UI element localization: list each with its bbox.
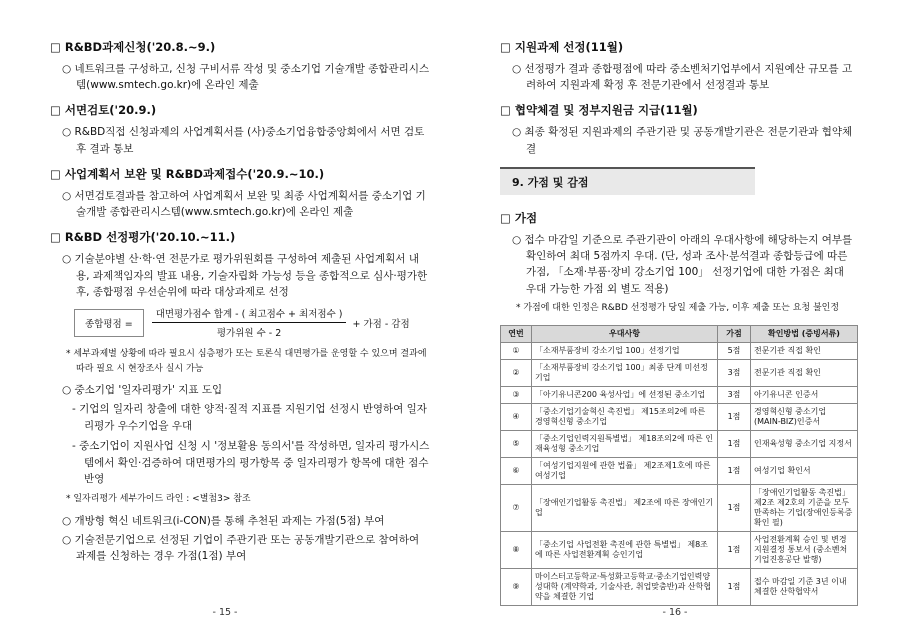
cell-verify: 접수 마감일 기준 3년 이내 체결한 산학협약서 (751, 569, 858, 606)
cell-verify: 「장애인기업활동 촉진법」 제2조 제2호의 기준을 모두 만족하는 기업(장애인등록증 확인 필) (751, 485, 858, 532)
note-evaluation: * 세부과제별 상황에 따라 필요시 심층평가 또는 토론식 대면평가를 운영할 수 있으며 결과에 따라 필요 시 현장조사 실시 가능 (66, 349, 427, 374)
bullet-job-evaluation: ○ 중소기업 '일자리평가' 지표 도입 (62, 383, 223, 396)
cell-verify: 전문기관 직접 확인 (751, 343, 858, 360)
table-row (501, 532, 858, 569)
cell-points: 3점 (718, 387, 751, 404)
cell-preference: 「여성기업지원에 관한 법률」 제2조제1호에 따른 여성기업 (532, 458, 718, 485)
formula-tail: + 가점 - 감점 (352, 318, 410, 330)
page-number: - 16 - (662, 607, 688, 618)
bullet-icon-bonus: ○ 개방형 혁신 네트워크(i-CON)를 통해 추천된 과제는 가점(5점) 부여 (62, 514, 385, 527)
bullet-selection: ○ 선정평가 결과 종합평점에 따라 중소벤처기업부에서 지원예산 규모를 고려하여 지원과제 확정 후 전문기관에서 선정결과 통보 (512, 62, 853, 92)
section-supplement (50, 167, 430, 220)
score-formula (74, 306, 430, 339)
cell-preference: 「소재부품장비 강소기업 100」선정기업 (532, 343, 718, 360)
note-job-guide: * 일자리평가 세부가이드 라인 : <별첨3> 참조 (66, 494, 251, 505)
cell-preference: 「장애인기업활동 촉진법」 제2조에 따른 장애인기업 (532, 485, 718, 532)
cell-no: ① (501, 343, 532, 360)
section-apply (50, 40, 430, 93)
cell-points: 3점 (718, 360, 751, 387)
cell-no: ⑥ (501, 458, 532, 485)
formula-fraction (152, 306, 347, 339)
cell-preference: 「중소기업기술혁신 촉진법」 제15조의2에 따른 경영혁신형 중소기업 (532, 404, 718, 431)
table-row (501, 387, 858, 404)
section-evaluation (50, 230, 430, 564)
cell-no: ⑧ (501, 532, 532, 569)
cell-no: ⑦ (501, 485, 532, 532)
cell-preference: 「아기유니콘200 육성사업」에 선정된 중소기업 (532, 387, 718, 404)
heading-apply: □ R&BD과제신청('20.8.~9.) (50, 40, 216, 54)
cell-verify: 아기유니콘 인증서 (751, 387, 858, 404)
heading-agreement: □ 협약체결 및 정부지원금 지급(11월) (500, 103, 698, 118)
col-header-no: 연번 (501, 326, 532, 343)
table-row (501, 404, 858, 431)
bullet-review: ○ R&BD직접 신청과제의 사업계획서를 (사)중소기업융합중앙회에서 서면 검토 후 결과 통보 (62, 126, 425, 155)
cell-preference: 「소재부품장비 강소기업 100」최종 단계 미선정기업 (532, 360, 718, 387)
cell-no: ③ (501, 387, 532, 404)
cell-points: 1점 (718, 569, 751, 606)
section-title-bonus-penalty: 9. 가점 및 감점 (500, 167, 755, 195)
table-row (501, 343, 858, 360)
table-row (501, 485, 858, 532)
table-row (501, 569, 858, 606)
table-row (501, 458, 858, 485)
cell-preference: 마이스터고등학교·특성화고등학교·중소기업인력양성대학 (계약학과, 기술사관, 취업맞춤반)과 산학협약을 체결한 기업 (532, 569, 718, 606)
dash-job-2: - 중소기업이 지원사업 신청 시 '정보활용 동의서'를 작성하면, 일자리 평가시스템에서 확인·검증하여 대면평가의 평가항목 중 일자리평가 항목에 대한 점수 반영 (72, 439, 430, 486)
table-row (501, 431, 858, 458)
section-bonus (500, 211, 855, 315)
cell-verify: 사업전환계획 승인 및 변경 지원결정 통보서 (중소벤처기업진흥공단 발행) (751, 532, 858, 569)
cell-points: 1점 (718, 458, 751, 485)
section-review (50, 103, 430, 156)
cell-points: 1점 (718, 431, 751, 458)
bullet-apply: ○ 네트워크를 구성하고, 신청 구비서류 작성 및 중소기업 기술개발 종합관리시스템(www.smtech.go.kr)에 온라인 제출 (62, 62, 430, 92)
cell-points: 1점 (718, 404, 751, 431)
note-bonus: * 가점에 대한 인정은 R&BD 선정평가 당일 제출 가능, 이후 제출 또는 요청 불인정 (516, 302, 840, 313)
bullet-tech-bonus: ○ 기술전문기업으로 선정된 기업이 주관기관 또는 공동개발기관으로 참여하여 과제를 신청하는 경우 가점(1점) 부여 (62, 533, 420, 563)
heading-bonus: □ 가점 (500, 210, 538, 225)
formula-label: 종합평점 = (74, 309, 144, 337)
heading-selection: □ 지원과제 선정(11월) (500, 40, 624, 54)
cell-no: ⑤ (501, 431, 532, 458)
page-16 (450, 0, 900, 636)
cell-points: 5점 (718, 343, 751, 360)
dash-job-1: - 기업의 일자리 창출에 대한 양적·질적 지표를 지원기업 선정시 반영하여 일자리평가 우수기업을 우대 (72, 403, 427, 432)
cell-verify: 인재육성형 중소기업 지정서 (751, 431, 858, 458)
col-header-points: 가점 (718, 326, 751, 343)
table-row (501, 360, 858, 387)
heading-supplement: □ 사업계획서 보완 및 R&BD과제접수('20.9.~10.) (50, 166, 325, 181)
formula-numerator: 대면평가점수 합계 - ( 최고점수 + 최저점수 ) (152, 306, 347, 323)
cell-no: ④ (501, 404, 532, 431)
heading-review: □ 서면검토('20.9.) (50, 103, 157, 118)
cell-preference: 「중소기업인력지원특별법」 제18조의2에 따른 인재육성형 중소기업 (532, 431, 718, 458)
cell-verify: 경영혁신형 중소기업 (MAIN-BIZ)인증서 (751, 404, 858, 431)
heading-evaluation: □ R&BD 선정평가('20.10.~11.) (50, 230, 236, 245)
bullet-supplement: ○ 서면검토결과를 참고하여 사업계획서 보완 및 최종 사업계획서를 중소기업 기술개발 종합관리시스템(www.smtech.go.kr)에 온라인 제출 (62, 189, 426, 219)
formula-denominator: 평가위원 수 - 2 (216, 328, 282, 340)
col-header-verify: 확인방법 (증빙서류) (751, 326, 858, 343)
cell-verify: 전문기관 직접 확인 (751, 360, 858, 387)
table-header-row (501, 326, 858, 343)
cell-preference: 「중소기업 사업전환 촉진에 관한 특별법」 제8조에 따른 사업전환계획 승인기업 (532, 532, 718, 569)
bullet-evaluation: ○ 기술분야별 산·학·연 전문가로 평가위원회를 구성하여 제출된 사업계획서 내용, 과제책임자의 발표 내용, 기술자립화 가능성 등을 종합적으로 심사·평가한 후, 종합평점 우선순위에 따라 대상과제로 선정 (62, 253, 428, 298)
section-selection (500, 40, 855, 93)
section-agreement (500, 103, 855, 156)
bonus-table (500, 325, 858, 606)
col-header-preference: 우대사항 (532, 326, 718, 343)
cell-points: 1점 (718, 485, 751, 532)
bullet-agreement: ○ 최종 확정된 지원과제의 주관기관 및 공동개발기관은 전문기관과 협약체결 (512, 126, 853, 155)
cell-verify: 여성기업 확인서 (751, 458, 858, 485)
cell-no: ⑨ (501, 569, 532, 606)
cell-no: ② (501, 360, 532, 387)
page-number: - 15 - (212, 607, 238, 618)
cell-points: 1점 (718, 532, 751, 569)
bullet-bonus: ○ 접수 마감일 기준으로 주관기관이 아래의 우대사항에 해당하는지 여부를 확인하여 최대 5점까지 우대. (단, 성과 조사·분석결과 종합등급에 따른 가점, 「소재·부품·장비 강소기업 100」 선정기업에 대한 가점은 최대 우대 가능한 가점 외 별도 적용) (512, 233, 853, 295)
